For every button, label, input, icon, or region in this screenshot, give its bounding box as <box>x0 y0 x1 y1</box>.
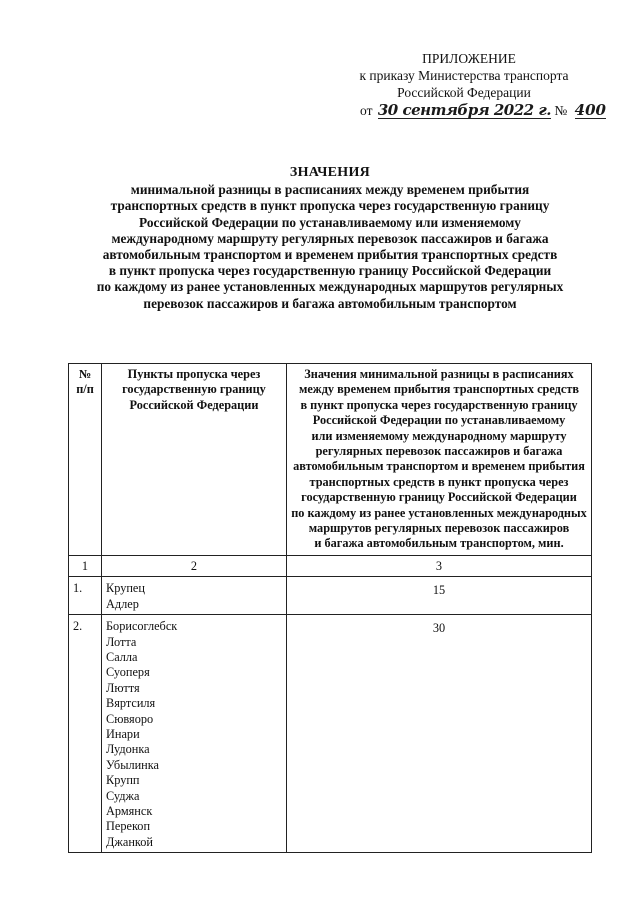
header-text-line: по каждому из ранее установленных международных <box>291 505 587 520</box>
header-text-line: № <box>78 367 92 381</box>
column-numbers-row <box>69 555 592 576</box>
table-body <box>69 577 592 853</box>
header-text-line: государственную границу Российской Федерации <box>301 490 577 505</box>
header-text-line: Значения минимальной разницы в расписаниях <box>304 367 574 381</box>
header-text-line: п/п <box>76 382 94 397</box>
values-table <box>68 363 592 853</box>
header-text-line: маршрутов регулярных перевозок пассажиров <box>308 521 570 536</box>
crossing-point-name: Люття <box>106 680 140 695</box>
row-crossing-points <box>102 577 287 615</box>
row-min-difference: 30 <box>287 615 592 853</box>
header-text-line: и багажа автомобильным транспортом, мин. <box>314 536 564 551</box>
row-index: 1. <box>69 577 102 615</box>
appendix-order-ref: к приказу Министерства транспорта <box>359 68 569 83</box>
handwritten-date: 30 сентября 2022 г. <box>377 101 551 119</box>
crossing-point-name: Суоперя <box>106 665 150 680</box>
header-text-line: регулярных перевозок пассажиров и багажа <box>315 444 563 459</box>
row-index: 2. <box>69 615 102 853</box>
row-crossing-points <box>102 615 287 853</box>
crossing-point-name: Убылинка <box>106 757 159 772</box>
order-date-line <box>360 101 606 119</box>
crossing-point-name: Лотта <box>106 634 137 649</box>
table-row <box>69 615 592 853</box>
header-text-line: государственную границу <box>122 382 266 397</box>
header-text-line: Российской Федерации <box>129 397 259 412</box>
handwritten-number: 400 <box>574 101 606 119</box>
crossing-point-name: Суджа <box>106 788 140 803</box>
row-min-difference: 15 <box>287 577 592 615</box>
header-number <box>69 364 102 556</box>
title-line: транспортных средств в пункт пропуска через государственную границу <box>110 198 550 214</box>
column-number-3: 3 <box>287 555 592 576</box>
table-header-row <box>69 364 592 556</box>
crossing-point-name: Вяртсиля <box>106 696 156 711</box>
column-number-2: 2 <box>102 555 287 576</box>
header-text-line: между временем прибытия транспортных средств <box>298 382 580 397</box>
crossing-point-name: Инари <box>106 726 140 741</box>
title-line: перевозок пассажиров и багажа автомобильным транспортом <box>143 295 517 311</box>
crossing-point-name: Джанкой <box>106 834 154 849</box>
title-body <box>40 182 620 312</box>
title-line: в пункт пропуска через государственную границу Российской Федерации <box>108 263 552 279</box>
appendix-block <box>344 50 584 101</box>
crossing-point-name: Крупп <box>106 773 140 788</box>
header-crossing-points <box>102 364 287 556</box>
crossing-point-name: Борисоглебск <box>106 619 178 634</box>
document-title <box>40 165 620 312</box>
title-line: международному маршруту регулярных перевозок пассажиров и багажа <box>111 230 549 246</box>
crossing-point-name: Сювяоро <box>106 711 154 726</box>
crossing-point-name: Салла <box>106 649 138 664</box>
header-text-line: Российской Федерации по устанавливаемому <box>312 413 566 428</box>
table-row <box>69 577 592 615</box>
header-text-line: или изменяемому международному маршруту <box>311 428 567 443</box>
crossing-point-name: Перекоп <box>106 819 151 834</box>
header-text-line: Пункты пропуска через <box>127 367 261 381</box>
appendix-federation: Российской Федерации <box>397 85 531 100</box>
order-number-label: № <box>554 103 568 118</box>
column-number-1: 1 <box>69 555 102 576</box>
crossing-point-name: Армянск <box>106 803 153 818</box>
title-line: Российской Федерации по устанавливаемому или изменяемому <box>139 214 521 230</box>
title-line: минимальной разницы в расписаниях между временем прибытия <box>130 182 530 198</box>
title-line: по каждому из ранее установленных международных маршрутов регулярных <box>96 279 564 295</box>
order-from-prefix: от <box>360 103 373 118</box>
title-line: автомобильным транспортом и временем прибытия транспортных средств <box>102 247 558 263</box>
appendix-title: ПРИЛОЖЕНИЕ <box>422 51 516 66</box>
crossing-point-name: Крупец <box>106 581 145 596</box>
crossing-point-name: Адлер <box>106 596 139 611</box>
header-text-line: транспортных средств в пункт пропуска через <box>309 474 569 489</box>
title-heading: ЗНАЧЕНИЯ <box>289 165 371 180</box>
header-text-line: в пункт пропуска через государственную границу <box>300 397 578 412</box>
crossing-point-name: Лудонка <box>106 742 150 757</box>
header-min-difference <box>287 364 592 556</box>
header-text-line: автомобильным транспортом и временем прибытия <box>293 459 585 474</box>
